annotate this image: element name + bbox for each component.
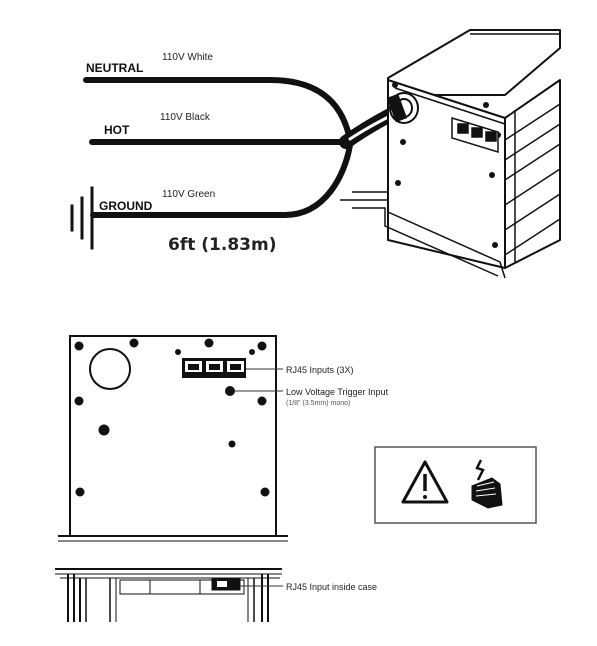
cable-hole	[90, 349, 130, 389]
enclosure-box	[388, 30, 560, 268]
front-panel	[58, 336, 288, 541]
hot-spec: 110V Black	[160, 112, 210, 123]
neutral-label: NEUTRAL	[86, 61, 144, 75]
power-cord-wires	[86, 80, 400, 215]
box-top-face	[388, 30, 560, 95]
side-view	[55, 569, 283, 622]
rj45-inside-case-label: RJ45 Input inside case	[286, 582, 378, 592]
ground-spec: 110V Green	[162, 189, 216, 200]
hot-label: HOT	[104, 123, 130, 137]
neutral-spec: 110V White	[162, 52, 213, 63]
cord-length-label: 6ft (1.83m)	[168, 235, 277, 255]
ground-symbol-icon	[72, 188, 92, 248]
rj45-inputs-label: RJ45 Inputs (3X)	[286, 365, 354, 375]
trigger-jack	[225, 386, 235, 396]
panel-rj45-ports	[182, 358, 246, 378]
warning-box	[375, 447, 536, 523]
ground-label: GROUND	[99, 199, 153, 213]
trigger-input-sub: (1/8" (3.5mm) mono)	[286, 400, 351, 407]
trigger-input-label: Low Voltage Trigger Input	[286, 387, 389, 397]
